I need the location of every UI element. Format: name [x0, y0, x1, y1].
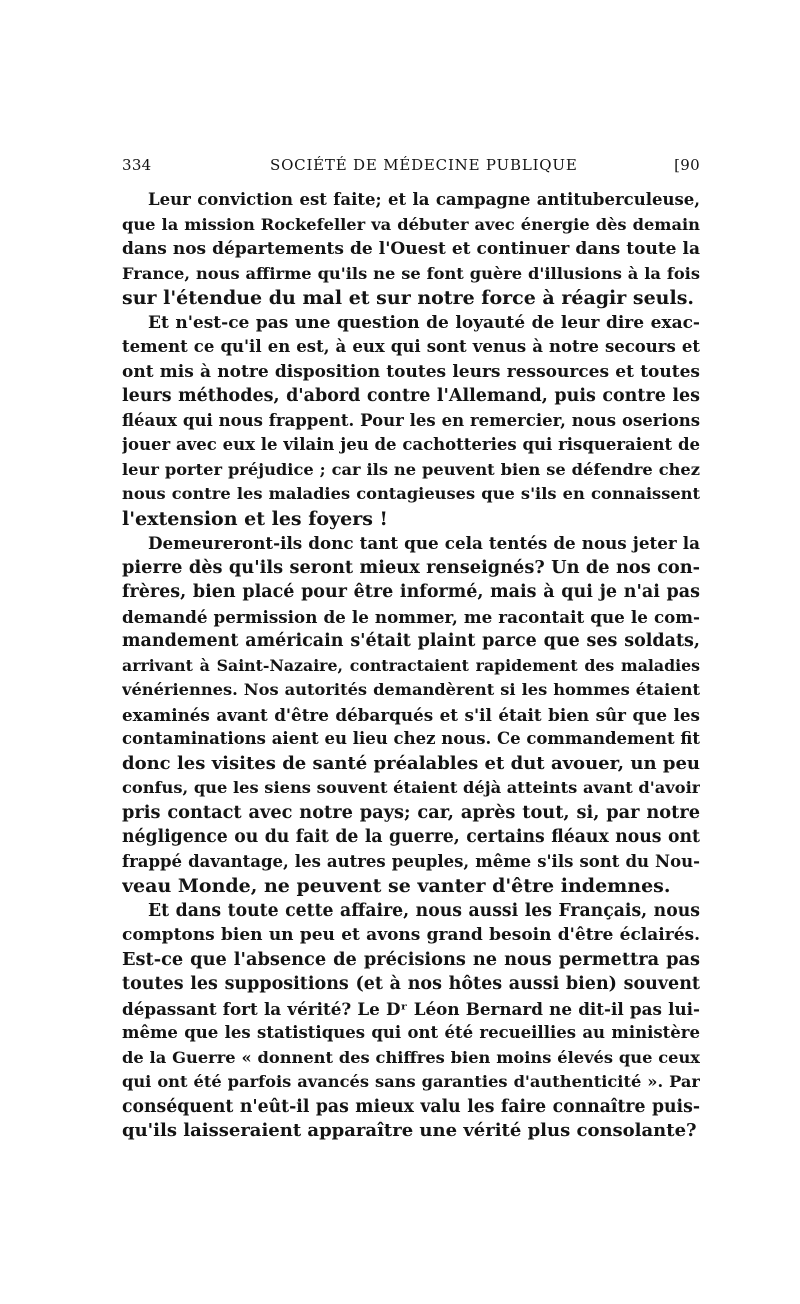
paragraph	[122, 531, 700, 899]
text-line: pierre dès qu'ils seront mieux renseignés? Un de nos con-	[122, 556, 700, 578]
text-line: leur porter préjudice ; car ils ne peuvent bien se défendre chez	[122, 459, 700, 479]
text-line: Et n'est-ce pas une question de loyauté de leur dire exac-	[148, 312, 700, 333]
text-line: Est-ce que l'absence de précisions ne nous permettra pas	[122, 948, 700, 970]
text-line: comptons bien un peu et avons grand besoin d'être éclairés.	[122, 925, 700, 945]
text-line: veau Monde, ne peuvent se vanter d'être indemnes.	[122, 875, 671, 897]
running-title: SOCIÉTÉ DE MÉDECINE PUBLIQUE	[270, 156, 578, 174]
text-line: que la mission Rockefeller va débuter avec énergie dès demain	[122, 214, 700, 234]
text-line: tement ce qu'il en est, à eux qui sont venus à notre secours et	[122, 337, 700, 356]
body-text	[122, 188, 700, 1144]
paragraph	[122, 899, 700, 1144]
paragraph	[122, 188, 700, 311]
text-line: contaminations aient eu lieu chez nous. Ce commandement fit	[122, 729, 700, 748]
text-line: confus, que les siens souvent étaient déjà atteints avant d'avoir	[122, 778, 700, 797]
text-line: demandé permission de le nommer, me racontait que le com-	[122, 606, 700, 627]
text-line: de la Guerre « donnent des chiffres bien moins élevés que ceux	[122, 1047, 700, 1067]
text-line: nous contre les maladies contagieuses que s'ils en connaissent	[122, 484, 700, 503]
text-line: France, nous affirme qu'ils ne se font guère d'illusions à la fois	[122, 263, 700, 283]
text-line: dans nos départements de l'Ouest et continuer dans toute la	[122, 239, 700, 259]
text-line: même que les statistiques qui ont été recueillies au ministère	[122, 1023, 700, 1042]
text-line: l'extension et les foyers !	[122, 507, 388, 530]
text-line: négligence ou du fait de la guerre, certains fléaux nous ont	[122, 827, 700, 847]
page-reference: [90	[674, 156, 700, 174]
text-line: toutes les suppositions (et à nos hôtes aussi bien) souvent	[122, 974, 700, 994]
text-line: mandement américain s'était plaint parce que ses soldats,	[122, 631, 700, 651]
text-line: examinés avant d'être débarqués et s'il était bien sûr que les	[122, 704, 700, 725]
text-line: jouer avec eux le vilain jeu de cachotteries qui risqueraient de	[122, 435, 700, 454]
text-line: leurs méthodes, d'abord contre l'Allemand, puis contre les	[122, 386, 700, 406]
text-line: conséquent n'eût-il pas mieux valu les faire connaître puis-	[122, 1096, 700, 1117]
text-line: ont mis à notre disposition toutes leurs ressources et toutes	[122, 361, 700, 382]
text-line: donc les visites de santé préalables et dut avouer, un peu	[122, 752, 700, 774]
text-line: qui ont été parfois avancés sans garanties d'authenticité ». Par	[122, 1072, 700, 1091]
text-line: arrivant à Saint-Nazaire, contractaient rapidement des maladies	[122, 655, 700, 675]
text-line: fléaux qui nous frappent. Pour les en remercier, nous oserions	[122, 410, 700, 430]
text-line: Demeureront-ils donc tant que cela tentés de nous jeter la	[148, 533, 700, 553]
text-line: frères, bien placé pour être informé, mais à qui je n'ai pas	[122, 582, 700, 602]
text-line: Leur conviction est faite; et la campagne antituberculeuse,	[148, 190, 700, 209]
text-line: sur l'étendue du mal et sur notre force à réagir seuls.	[122, 287, 695, 309]
text-line: dépassant fort la vérité? Le Dʳ Léon Bernard ne dit-il pas lui-	[122, 998, 700, 1019]
running-header	[122, 152, 700, 178]
book-page	[122, 152, 700, 1144]
text-line: vénériennes. Nos autorités demandèrent si les hommes étaient	[122, 680, 700, 699]
page-number: 334	[122, 156, 152, 174]
text-line: frappé davantage, les autres peuples, même s'ils sont du Nou-	[122, 851, 700, 871]
text-line: Et dans toute cette affaire, nous aussi les Français, nous	[148, 900, 700, 921]
text-line: qu'ils laisseraient apparaître une vérité plus consolante?	[122, 1120, 697, 1141]
paragraph	[122, 311, 700, 532]
text-line: pris contact avec notre pays; car, après tout, si, par notre	[122, 801, 700, 823]
